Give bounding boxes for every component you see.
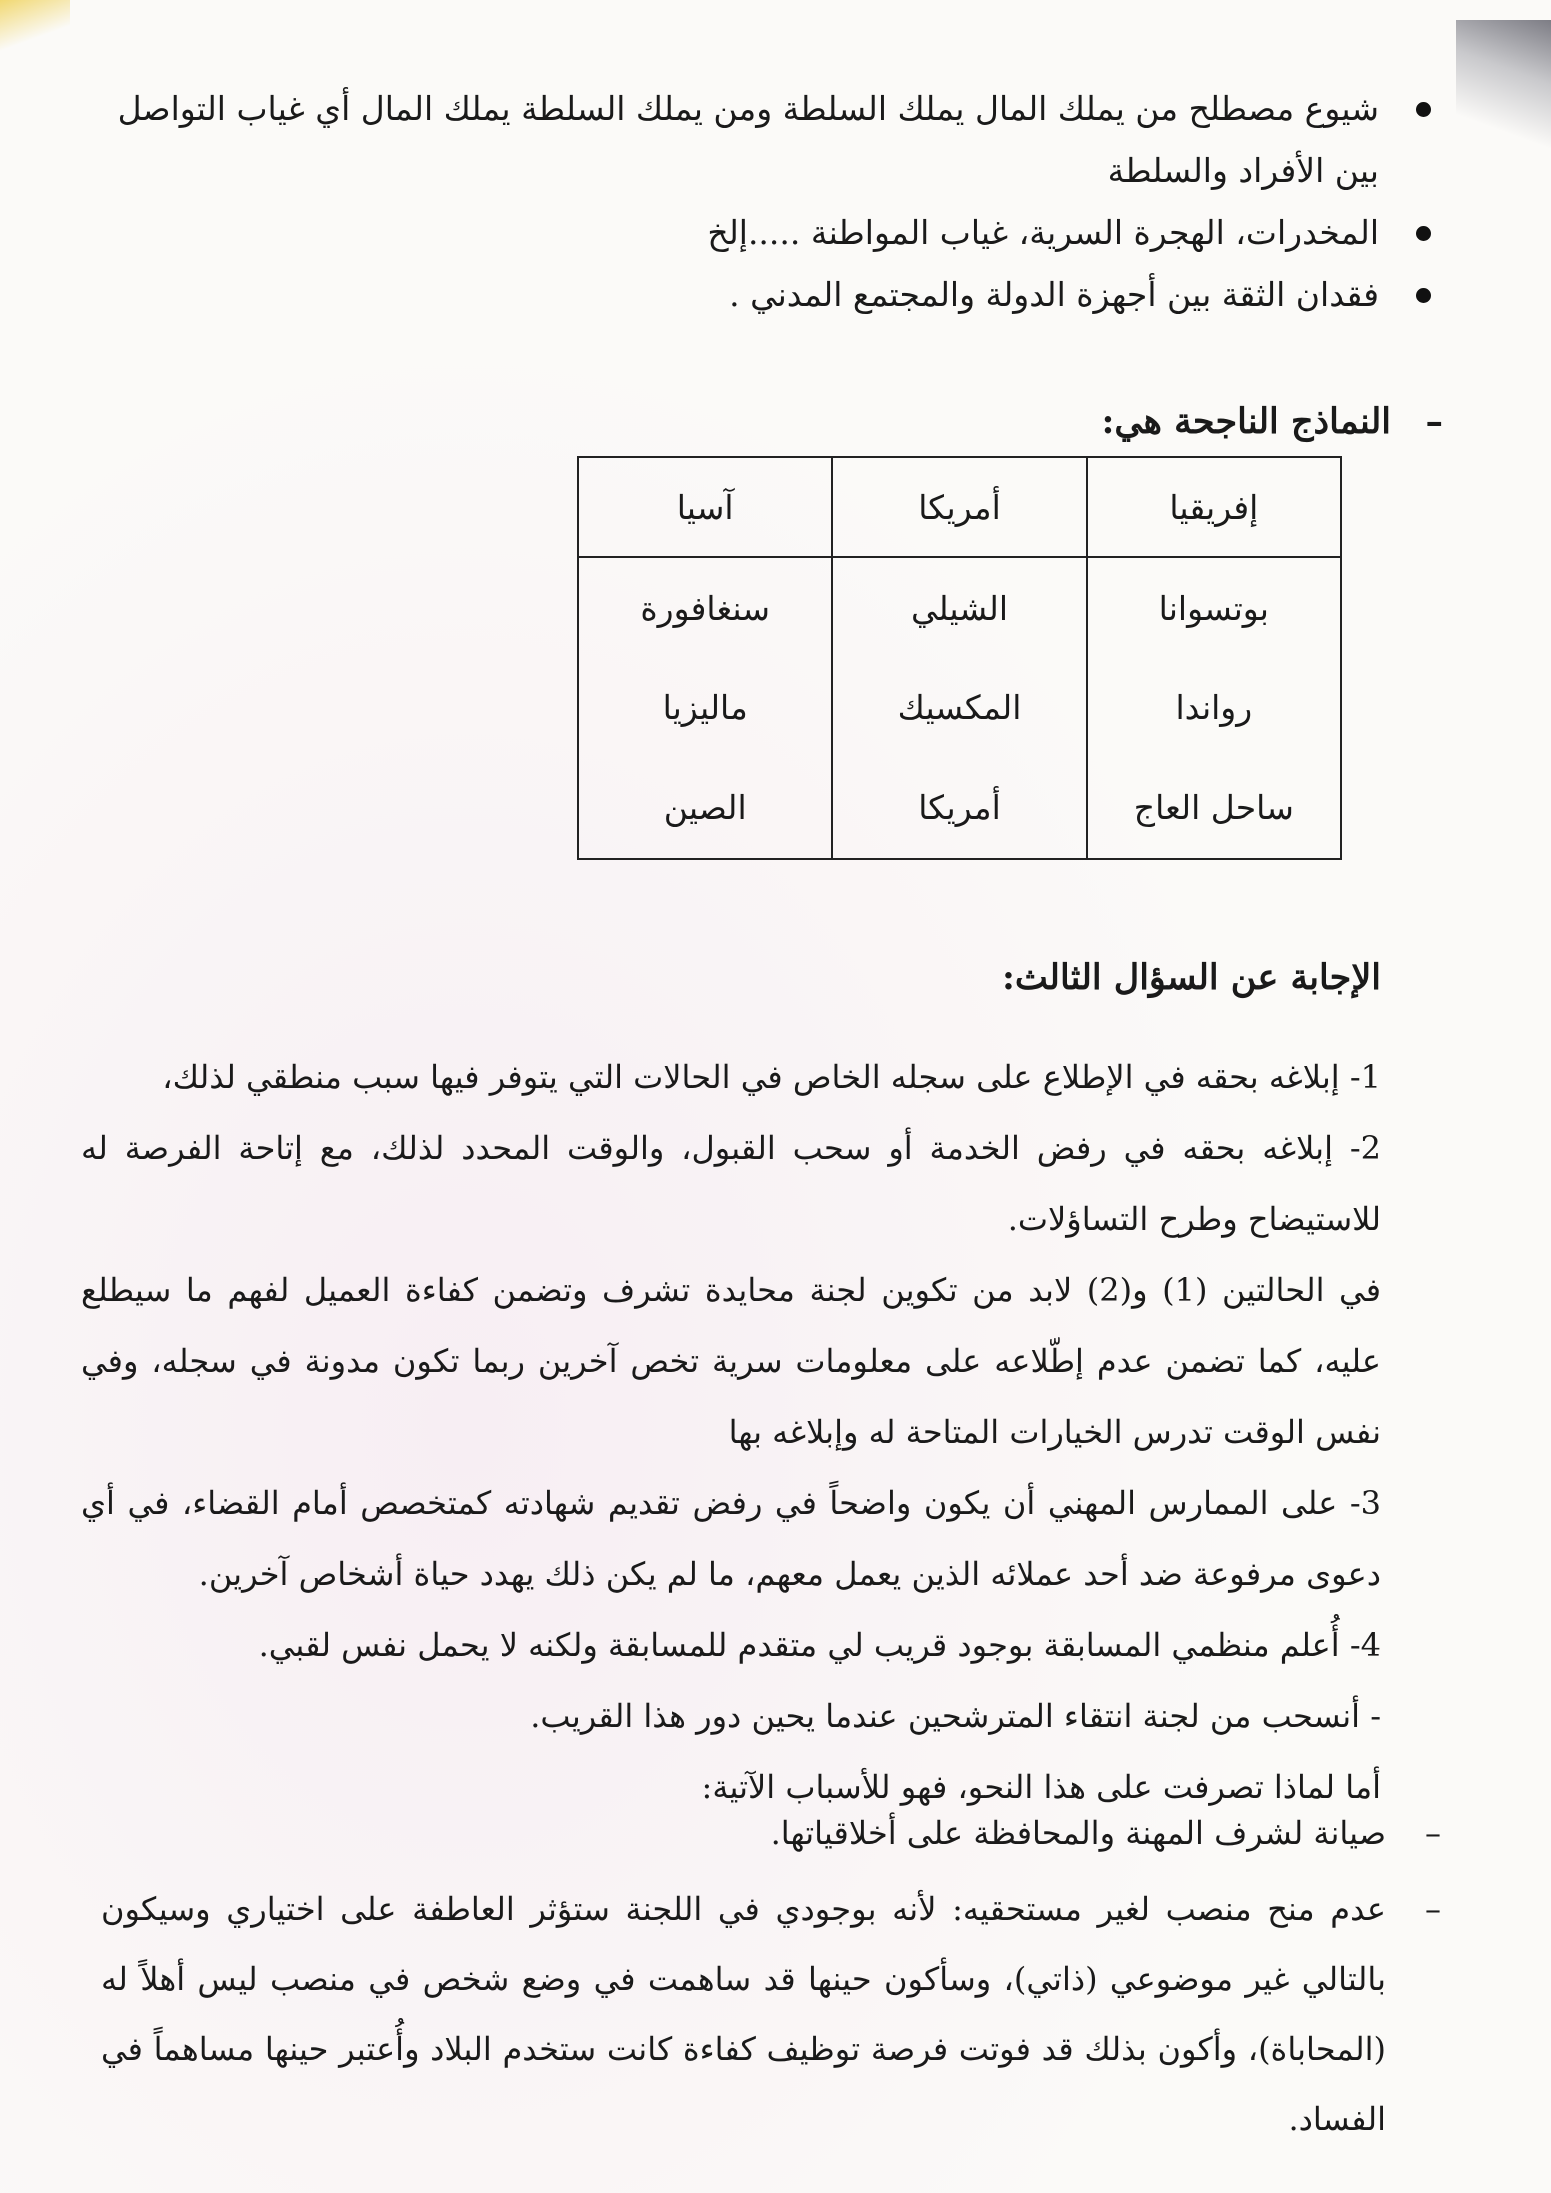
table-header-cell: آسيا — [578, 457, 832, 557]
table-cell: الشيلي — [832, 557, 1086, 658]
section-title: الإجابة عن السؤال الثالث: — [1002, 957, 1381, 998]
table-cell: المكسيك — [832, 658, 1086, 758]
models-table — [577, 456, 1342, 860]
table-row — [578, 658, 1341, 758]
highlighter-mark — [0, 0, 70, 60]
table-header-row — [578, 457, 1341, 557]
answer-body — [81, 1042, 1381, 1823]
table-cell: رواندا — [1087, 658, 1341, 758]
bullet-list — [91, 78, 1431, 326]
table-cell: بوتسوانا — [1087, 557, 1341, 658]
paragraph: 1- إبلاغه بحقه في الإطلاع على سجله الخاص في الحالات التي يتوفر فيها سبب منطقي لذلك، — [162, 1058, 1381, 1096]
table-row — [578, 758, 1341, 859]
paragraph: 2- إبلاغه بحقه في رفض الخدمة أو سحب القبول، والوقت المحدد لذلك، مع إتاحة الفرصة له للاستيضاح وطرح التساؤلات. — [81, 1129, 1381, 1238]
paragraph: - أنسحب من لجنة انتقاء المترشحين عندما يحين دور هذا القريب. — [530, 1697, 1381, 1735]
table-header-cell: إفريقيا — [1087, 457, 1341, 557]
reason-item: – عدم منح منصب لغير مستحقيه: لأنه بوجودي في اللجنة ستؤثر العاطفة على اختياري وسيكون بالتالي غير موضوعي (ذاتي)، وسأكون حينها قد ساهمت في وضع شخص في منصب ليس أهلاً له (المحاباة)، وأكون بذلك قد فوتت فرصة توظيف كفاءة كانت ستخدم البلاد وأُعتبر حينها مساهماً في الفساد. — [101, 1874, 1441, 2154]
table-header-cell: أمريكا — [832, 457, 1086, 557]
table-cell: ساحل العاج — [1087, 758, 1341, 859]
models-heading — [1101, 392, 1443, 452]
table-cell: الصين — [578, 758, 832, 859]
reasons-list — [101, 1798, 1441, 2160]
models-heading-text: النماذج الناجحة هي: — [1101, 401, 1391, 442]
table-cell: سنغافورة — [578, 557, 832, 658]
dash-marker: – — [1425, 401, 1443, 442]
bullet-item: المخدرات، الهجرة السرية، غياب المواطنة .....إلخ — [91, 202, 1431, 264]
paragraph: 3- على الممارس المهني أن يكون واضحاً في رفض تقديم شهادته كمتخصص أمام القضاء، في أي دعوى مرفوعة ضد أحد عملائه الذين يعمل معهم، ما لم يكن ذلك يهدد حياة أشخاص آخرين. — [81, 1484, 1381, 1593]
table-cell: ماليزيا — [578, 658, 832, 758]
bullet-item: شيوع مصطلح من يملك المال يملك السلطة ومن يملك السلطة يملك المال أي غياب التواصل بين الأفراد والسلطة — [91, 78, 1431, 202]
paragraph: في الحالتين (1) و(2) لابد من تكوين لجنة محايدة تشرف وتضمن كفاءة العميل لفهم ما سيطلع عليه، كما تضمن عدم إطّلاعه على معلومات سرية تخص آخرين ربما تكون مدونة في سجله، وفي نفس الوقت تدرس الخيارات المتاحة له وإبلاغه بها — [81, 1271, 1382, 1451]
reason-item: – صيانة لشرف المهنة والمحافظة على أخلاقياتها. — [101, 1798, 1441, 1868]
page-corner-shadow — [1456, 20, 1551, 170]
paragraph: أما لماذا تصرفت على هذا النحو، فهو للأسباب الآتية: — [701, 1768, 1381, 1806]
table-row — [578, 557, 1341, 658]
paragraph: 4- أُعلم منظمي المسابقة بوجود قريب لي متقدم للمسابقة ولكنه لا يحمل نفس لقبي. — [258, 1626, 1381, 1664]
bullet-item: فقدان الثقة بين أجهزة الدولة والمجتمع المدني . — [91, 264, 1431, 326]
table-cell: أمريكا — [832, 758, 1086, 859]
